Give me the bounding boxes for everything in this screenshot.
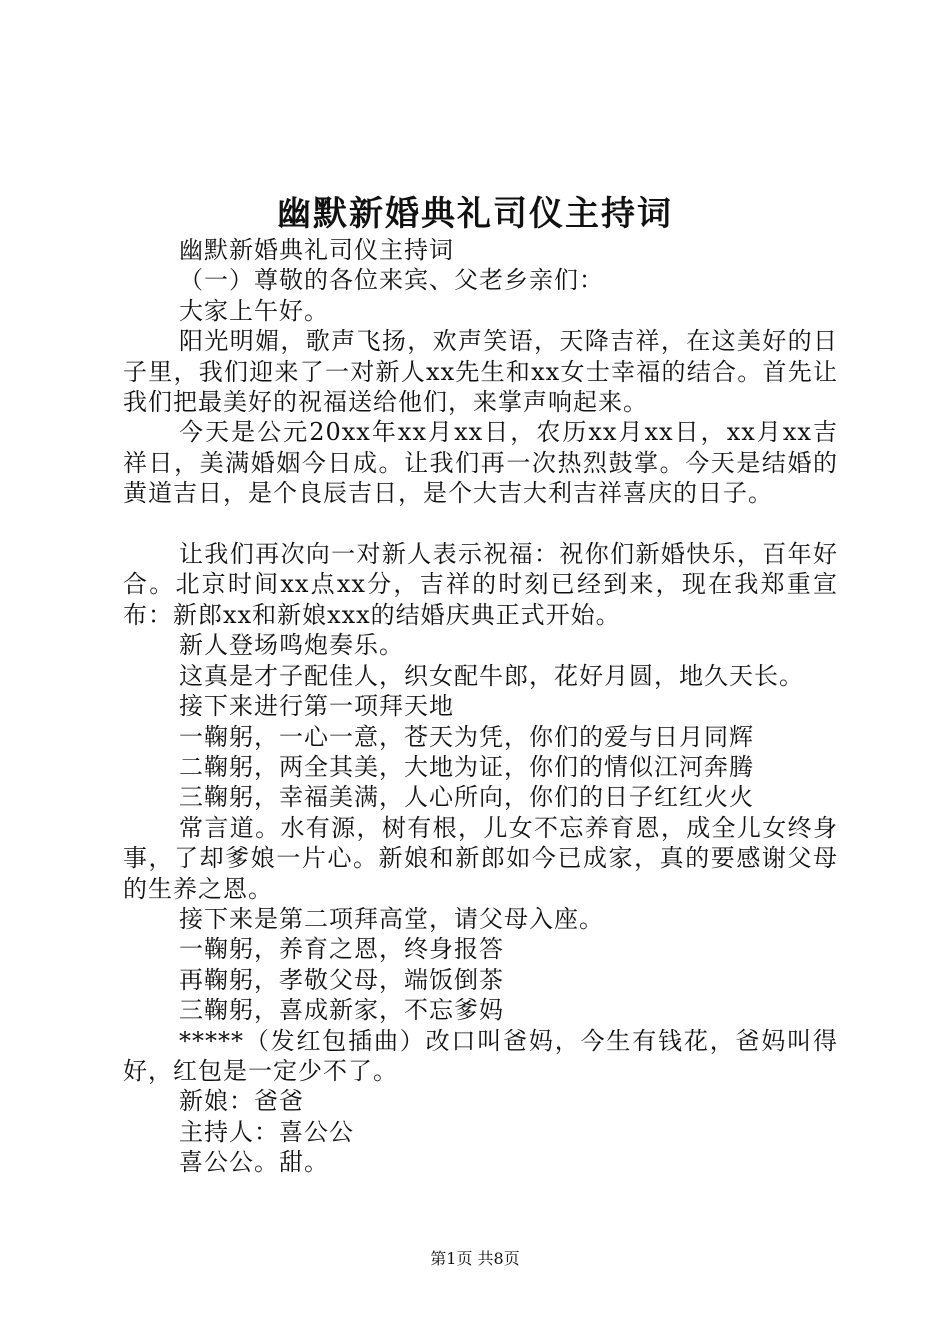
paragraph: 新人登场鸣炮奏乐。: [179, 631, 404, 660]
document-title: 幽默新婚典礼司仪主持词: [277, 194, 673, 234]
paragraph: 接下来进行第一项拜天地: [179, 692, 454, 721]
paragraph: 幽默新婚典礼司仪主持词: [179, 236, 454, 264]
paragraph: 三鞠躬，幸福美满，人心所向，你们的日子红红火火: [179, 783, 754, 812]
paragraph: 一鞠躬，一心一意，苍天为凭，你们的爱与日月同辉: [179, 722, 754, 751]
paragraph: [123, 509, 838, 539]
paragraph: 让我们再次向一对新人表示祝福：祝你们新婚快乐，百年好合。北京时间xx点xx分，吉祥的时刻已经到来，现在我郑重宣布：新郎xx和新娘xxx的结婚庆典正式开始。: [123, 540, 838, 629]
paragraph: 喜公公。甜。: [179, 1148, 329, 1177]
paragraph: 新娘：爸爸: [179, 1087, 304, 1116]
page-footer: 第1页 共8页: [430, 1249, 520, 1268]
paragraph: 阳光明媚，歌声飞扬，欢声笑语，天降吉祥，在这美好的日子里，我们迎来了一对新人xx先生和xx女士幸福的结合。首先让我们把最美好的祝福送给他们，来掌声响起来。: [123, 327, 838, 417]
paragraph: 三鞠躬，喜成新家，不忘爹妈: [179, 996, 504, 1025]
paragraph: 一鞠躬，养育之恩，终身报答: [179, 935, 504, 964]
paragraph: 常言道。水有源，树有根，儿女不忘养育恩，成全儿女终身事，了却爹娘一片心。新娘和新郎如今已成家，真的要感谢父母的生养之恩。: [123, 813, 838, 903]
paragraph: 二鞠躬，两全其美，大地为证，你们的情似江河奔腾: [179, 752, 754, 781]
document-body: [123, 235, 838, 1178]
paragraph: 接下来是第二项拜高堂，请父母入座。: [179, 904, 604, 933]
paragraph: （一）尊敬的各位来宾、父老乡亲们：: [179, 266, 604, 295]
paragraph: 再鞠躬，孝敬父母，端饭倒茶: [179, 965, 504, 994]
paragraph: 大家上午好。: [179, 296, 329, 325]
paragraph: 今天是公元20xx年xx月xx日，农历xx月xx日，xx月xx吉祥日，美满婚姻今日成。让我们再一次热烈鼓掌。今天是结婚的黄道吉日，是个良辰吉日，是个大吉大利吉祥喜庆的日子。: [123, 418, 838, 508]
paragraph: 这真是才子配佳人，织女配牛郎，花好月圆，地久天长。: [179, 661, 804, 690]
paragraph: *****（发红包插曲）改口叫爸妈，今生有钱花，爸妈叫得好，红包是一定少不了。: [123, 1026, 838, 1085]
paragraph: 主持人：喜公公: [179, 1117, 354, 1146]
